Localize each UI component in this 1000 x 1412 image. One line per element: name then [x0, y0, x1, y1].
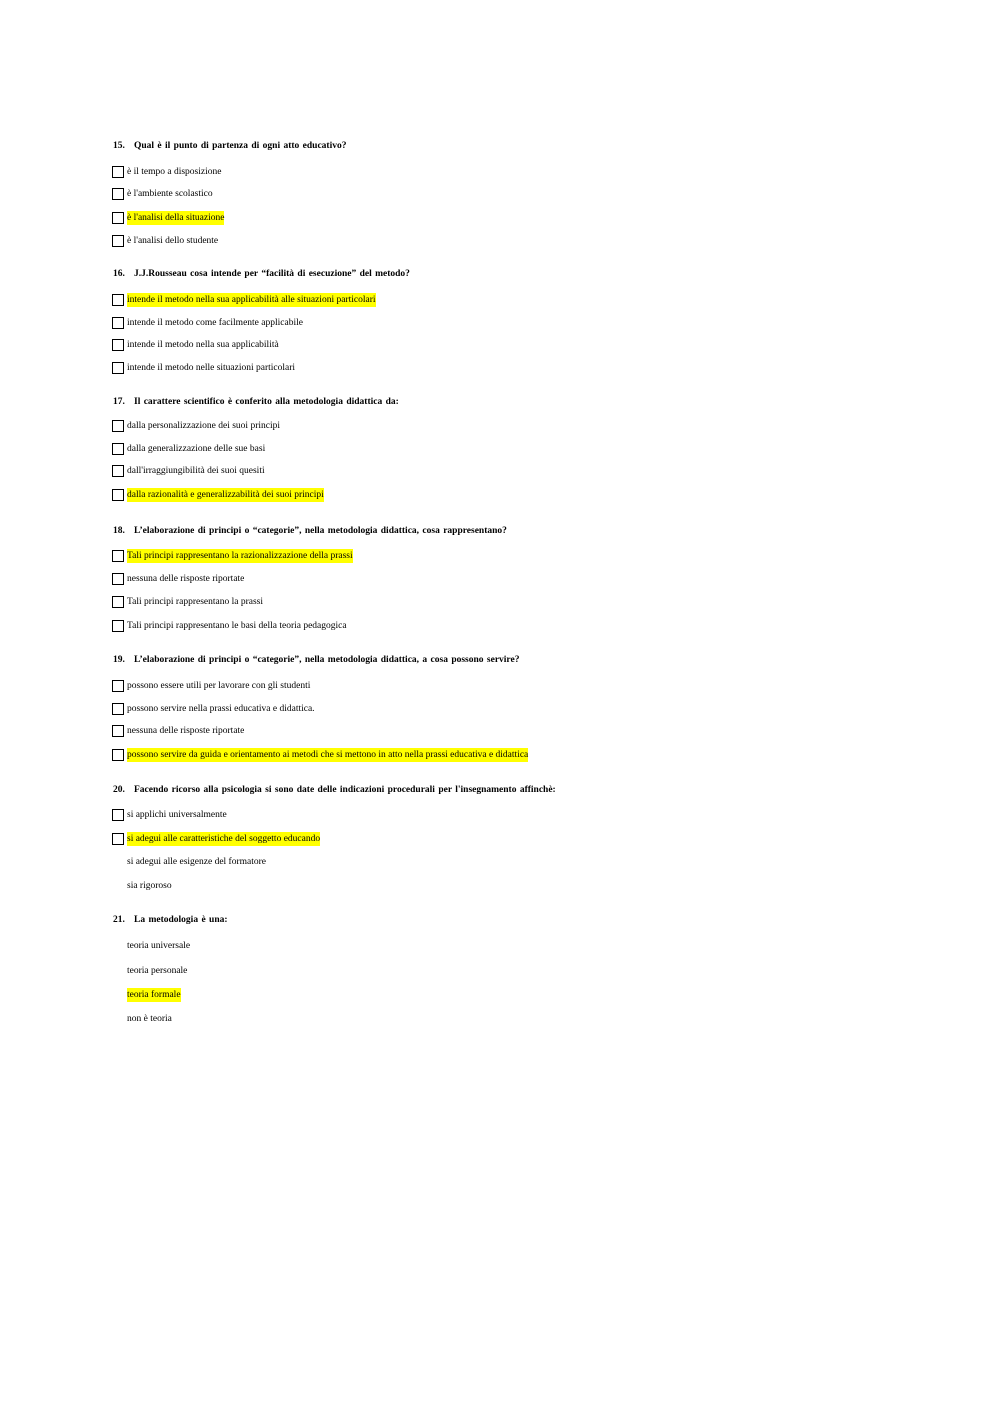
answer-checkbox[interactable]	[112, 809, 124, 821]
answer-checkbox[interactable]	[112, 550, 124, 562]
answer-option[interactable]	[112, 293, 376, 307]
question-title-18	[113, 526, 507, 536]
answer-option[interactable]	[112, 488, 324, 502]
question-number: 16.	[113, 269, 125, 279]
question-number: 18.	[113, 526, 125, 536]
answer-checkbox[interactable]	[112, 596, 124, 608]
answer-option[interactable]	[112, 165, 221, 179]
answer-spacer	[112, 940, 124, 952]
answer-option[interactable]	[112, 187, 213, 201]
answer-spacer	[112, 1013, 124, 1025]
answer-text-highlighted: Tali principi rappresentano la razionalizzazione della prassi	[127, 551, 353, 561]
answer-option[interactable]	[112, 748, 528, 762]
answer-text: nessuna delle risposte riportate	[127, 574, 245, 584]
question-number: 19.	[113, 655, 125, 665]
answer-checkbox[interactable]	[112, 465, 124, 477]
answer-checkbox[interactable]	[112, 749, 124, 761]
answer-option[interactable]	[112, 549, 353, 563]
answer-option[interactable]	[112, 338, 279, 352]
answer-option	[112, 988, 181, 1002]
answer-checkbox[interactable]	[112, 680, 124, 692]
question-text: J.J.Rousseau cosa intende per “facilità di esecuzione” del metodo?	[134, 269, 410, 279]
answer-option[interactable]	[112, 211, 224, 225]
answer-text: è il tempo a disposizione	[127, 167, 222, 177]
answer-checkbox[interactable]	[112, 833, 124, 845]
answer-text-highlighted: teoria formale	[127, 990, 181, 1000]
answer-text-highlighted: dalla razionalità e generalizzabilità dei suoi principi	[127, 490, 324, 500]
question-number: 15.	[113, 141, 125, 151]
answer-text: è l'ambiente scolastico	[127, 189, 213, 199]
answer-checkbox[interactable]	[112, 725, 124, 737]
answer-option[interactable]	[112, 316, 303, 330]
answer-text: teoria universale	[127, 941, 191, 951]
answer-checkbox[interactable]	[112, 212, 124, 224]
answer-checkbox[interactable]	[112, 443, 124, 455]
answer-text: possono servire nella prassi educativa e didattica.	[127, 704, 315, 714]
question-text: L’elaborazione di principi o “categorie”, nella metodologia didattica, cosa rappresentano?	[134, 526, 507, 536]
answer-text: intende il metodo nelle situazioni particolari	[127, 363, 296, 373]
answer-option[interactable]	[112, 361, 295, 375]
answer-option[interactable]	[112, 832, 320, 846]
question-number: 21.	[113, 915, 125, 925]
question-title-21	[113, 915, 228, 925]
answer-text: Tali principi rappresentano la prassi	[127, 597, 263, 607]
answer-option	[112, 964, 187, 978]
answer-text: possono essere utili per lavorare con gli studenti	[127, 681, 311, 691]
answer-text: teoria personale	[127, 966, 188, 976]
question-number: 20.	[113, 785, 125, 795]
answer-text-highlighted: si adegui alle caratteristiche del soggetto educando	[127, 834, 321, 844]
answer-option[interactable]	[112, 595, 263, 609]
answer-text: non è teoria	[127, 1014, 172, 1024]
answer-checkbox[interactable]	[112, 362, 124, 374]
answer-checkbox[interactable]	[112, 489, 124, 501]
answer-option	[112, 939, 190, 953]
answer-text: è l'analisi dello studente	[127, 236, 219, 246]
answer-text: intende il metodo come facilmente applicabile	[127, 318, 303, 328]
answer-text: si adegui alle esigenze del formatore	[127, 857, 267, 867]
question-text: La metodologia è una:	[134, 915, 228, 925]
answer-checkbox[interactable]	[112, 317, 124, 329]
answer-option[interactable]	[112, 419, 280, 433]
answer-text-highlighted: intende il metodo nella sua applicabilità alle situazioni particolari	[127, 295, 376, 305]
answer-option[interactable]	[112, 702, 315, 716]
answer-checkbox[interactable]	[112, 188, 124, 200]
answer-text: si applichi universalmente	[127, 810, 227, 820]
question-text: Facendo ricorso alla psicologia si sono date delle indicazioni procedurali per l'insegnamento affinchè:	[134, 785, 556, 795]
answer-checkbox[interactable]	[112, 235, 124, 247]
answer-checkbox[interactable]	[112, 294, 124, 306]
answer-spacer	[112, 989, 124, 1001]
answer-option[interactable]	[112, 808, 227, 822]
answer-checkbox[interactable]	[112, 620, 124, 632]
question-title-16	[113, 269, 410, 279]
answer-text: nessuna delle risposte riportate	[127, 726, 245, 736]
answer-text: dalla personalizzazione dei suoi principi	[127, 421, 280, 431]
answer-option[interactable]	[112, 572, 244, 586]
answer-option[interactable]	[112, 679, 310, 693]
answer-option[interactable]	[112, 724, 244, 738]
answer-spacer	[112, 965, 124, 977]
answer-checkbox[interactable]	[112, 420, 124, 432]
answer-spacer	[112, 880, 124, 892]
answer-option[interactable]	[112, 619, 347, 633]
question-title-15	[113, 141, 346, 151]
answer-option	[112, 879, 172, 893]
answer-option[interactable]	[112, 464, 265, 478]
question-number: 17.	[113, 397, 125, 407]
answer-text: intende il metodo nella sua applicabilità	[127, 340, 279, 350]
answer-text: sia rigoroso	[127, 881, 172, 891]
answer-checkbox[interactable]	[112, 339, 124, 351]
answer-text: dalla generalizzazione delle sue basi	[127, 444, 266, 454]
answer-text-highlighted: è l'analisi della situazione	[127, 213, 225, 223]
answer-option[interactable]	[112, 234, 218, 248]
answer-spacer	[112, 856, 124, 868]
question-title-20	[113, 785, 556, 795]
question-text: Il carattere scientifico è conferito alla metodologia didattica da:	[134, 397, 399, 407]
answer-option	[112, 1012, 172, 1026]
question-title-19	[113, 655, 519, 665]
question-title-17	[113, 397, 399, 407]
answer-text-highlighted: possono servire da guida e orientamento ai metodi che si mettono in atto nella prassi educativa e didattica	[127, 750, 529, 760]
answer-checkbox[interactable]	[112, 703, 124, 715]
answer-checkbox[interactable]	[112, 166, 124, 178]
answer-option[interactable]	[112, 442, 265, 456]
answer-checkbox[interactable]	[112, 573, 124, 585]
question-text: Qual è il punto di partenza di ogni atto educativo?	[134, 141, 347, 151]
answer-option	[112, 855, 266, 869]
question-text: L’elaborazione di principi o “categorie”, nella metodologia didattica, a cosa possono servire?	[134, 655, 520, 665]
answer-text: Tali principi rappresentano le basi della teoria pedagogica	[127, 621, 347, 631]
answer-text: dall'irraggiungibilità dei suoi quesiti	[127, 466, 265, 476]
